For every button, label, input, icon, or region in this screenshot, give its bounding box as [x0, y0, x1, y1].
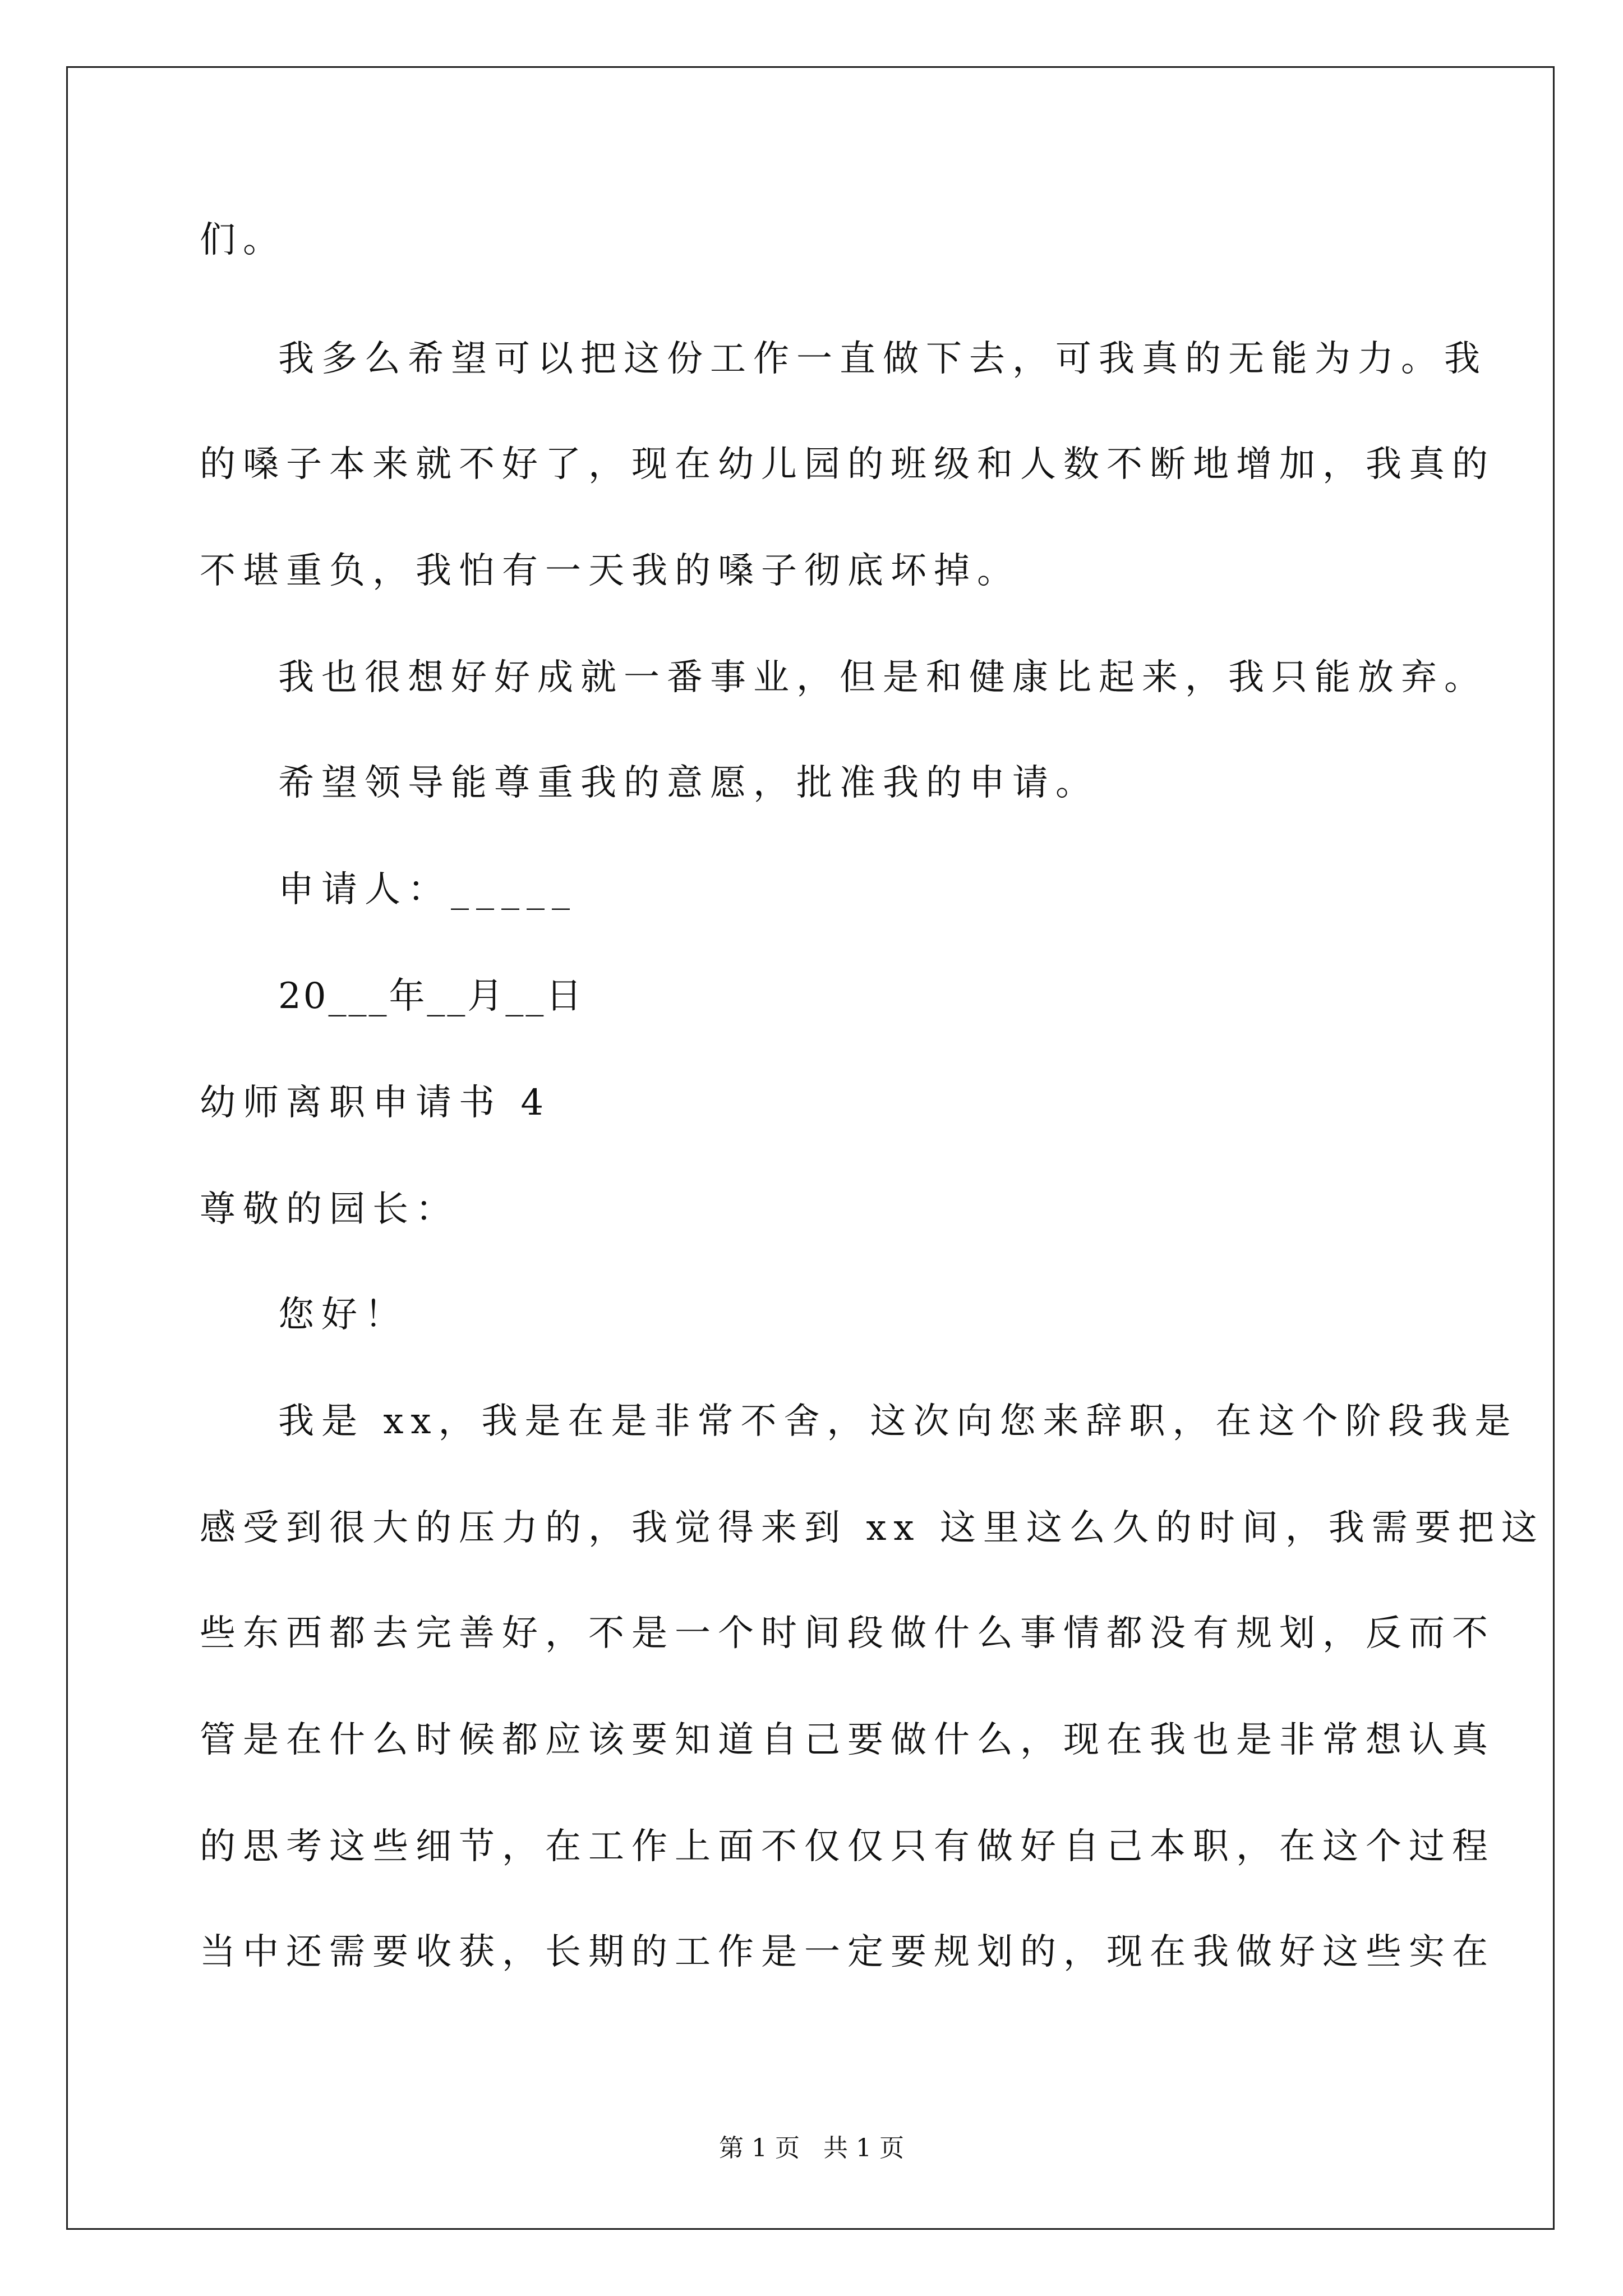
- paragraph-line: 们。: [200, 219, 286, 261]
- greeting: 您好！: [278, 1294, 408, 1336]
- page-number-footer: 第 1 页 共 1 页: [719, 2134, 904, 2162]
- paragraph-line: 感受到很大的压力的，我觉得来到 xx 这里这么久的时间，我需要把这: [200, 1507, 1544, 1549]
- page-border: [66, 66, 1555, 2230]
- salutation: 尊敬的园长：: [200, 1189, 459, 1230]
- applicant-signature-line: 申请人：_____: [278, 869, 577, 910]
- paragraph-line: 我是 xx，我是在是非常不舍，这次向您来辞职，在这个阶段我是: [278, 1401, 1518, 1442]
- paragraph-line: 我多么希望可以把这份工作一直做下去，可我真的无能为力。我: [278, 338, 1487, 380]
- paragraph-line: 我也很想好好成就一番事业，但是和健康比起来，我只能放弃。: [278, 657, 1487, 698]
- paragraph-line: 当中还需要收获，长期的工作是一定要规划的，现在我做好这些实在: [200, 1931, 1495, 1973]
- paragraph-line: 不堪重负，我怕有一天我的嗓子彻底坏掉。: [200, 550, 1020, 592]
- section-heading: 幼师离职申请书 4: [200, 1082, 551, 1124]
- paragraph-line: 管是在什么时候都应该要知道自己要做什么，现在我也是非常想认真: [200, 1719, 1495, 1761]
- paragraph-line: 的思考这些细节，在工作上面不仅仅只有做好自己本职，在这个过程: [200, 1826, 1495, 1867]
- paragraph-line: 的嗓子本来就不好了，现在幼儿园的班级和人数不断地增加，我真的: [200, 444, 1495, 485]
- paragraph-line: 些东西都去完善好，不是一个时间段做什么事情都没有规划，反而不: [200, 1613, 1495, 1654]
- paragraph-line: 希望领导能尊重我的意愿，批准我的申请。: [278, 762, 1099, 804]
- date-line: 20___年__月__日: [278, 976, 584, 1017]
